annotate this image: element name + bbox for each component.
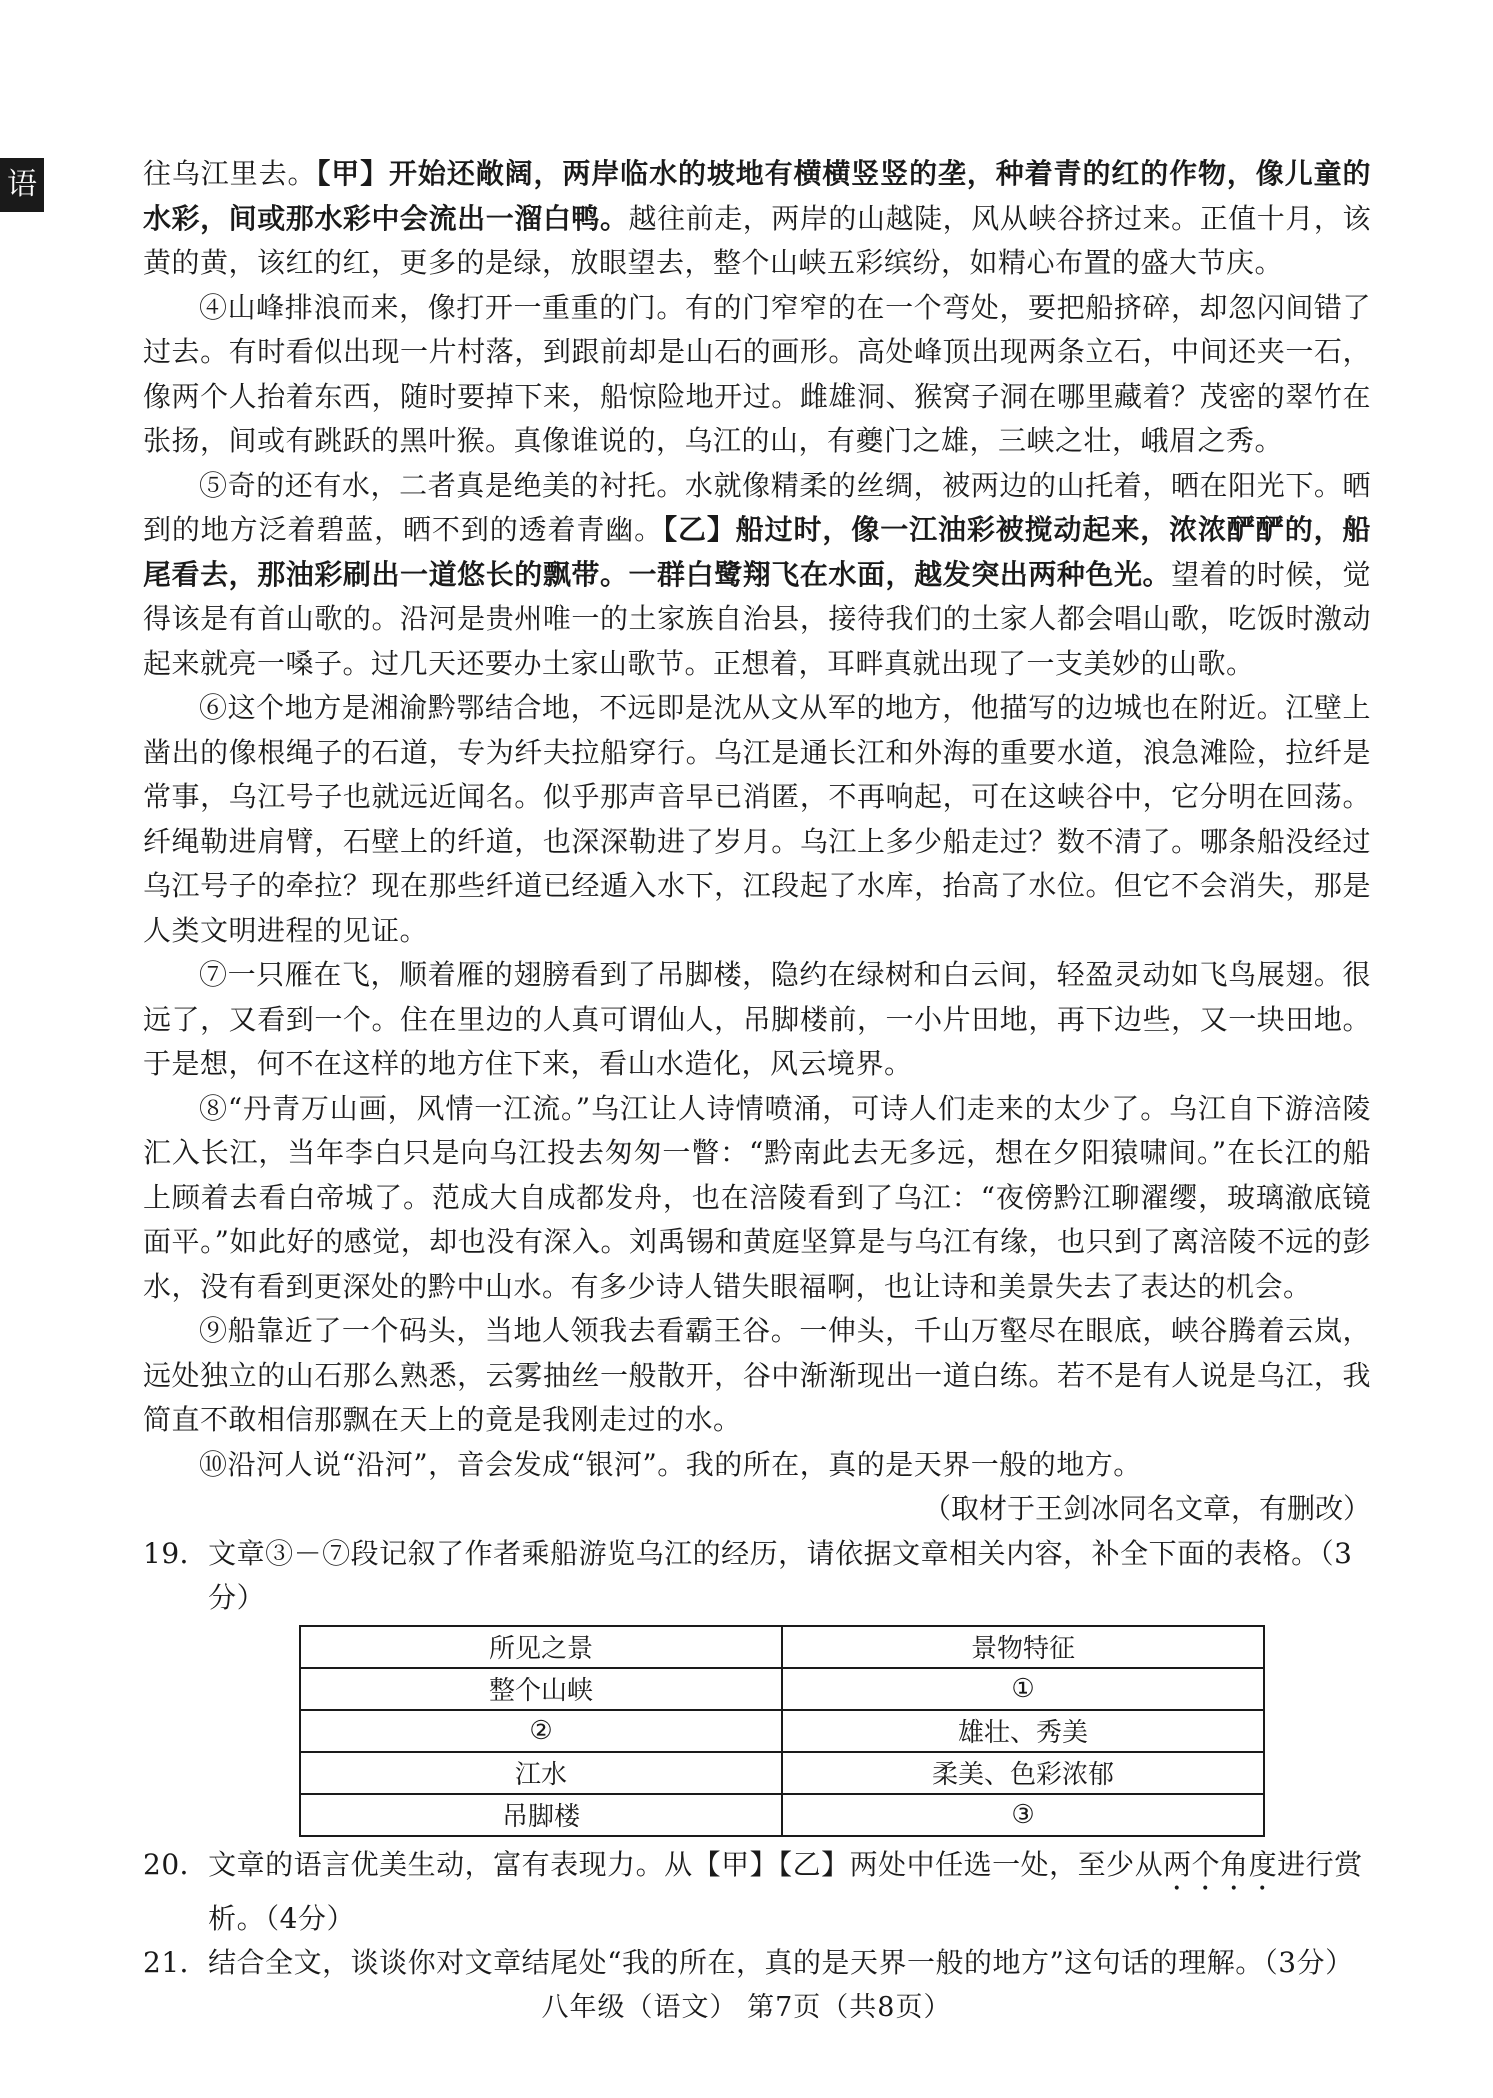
text-span: 文章的语言优美生动，富有表现力。从【甲】【乙】两处中任选一处，至少从 [208,1847,1164,1881]
text-span: 往乌江里去。 [143,157,317,190]
page-footer: 八年级（语文） 第7页（共8页） [541,1992,952,2023]
question-21 [143,1941,1371,1986]
question-text: 文章③－⑦段记叙了作者乘船游览乌江的经历，请依据文章相关内容，补全下面的表格。（3分） [208,1536,1353,1614]
text-span: 望着的时候，觉得该是有首山歌的。沿河是贵州唯一的土家族自治县，接待我们的土家人都会唱山歌，吃饭时激动起来就亮一嗓子。过几天还要办土家山歌节。正想着，耳畔真就出现了一支美妙的山歌。 [143,557,1371,680]
marked-passage-yi: 【乙】船过时，像一江油彩被搅动起来，浓浓酽酽的，船尾看去，那油彩刷出一道悠长的飘带。一群白鹭翔飞在水面，越发突出两种色光。 [143,513,1371,591]
page-content [143,152,1371,1986]
table-header-row [300,1626,1264,1668]
question-number: 19． [143,1536,209,1570]
table-header-cell: 所见之景 [300,1626,782,1668]
question-20 [143,1843,1371,1942]
table-cell: 雄壮、秀美 [782,1710,1264,1752]
table-cell: 吊脚楼 [300,1794,782,1836]
emphasis-text: 两个角度 [1163,1847,1278,1881]
subject-tab: 语 [0,158,44,212]
table-cell: 柔美、色彩浓郁 [782,1752,1264,1794]
question-text: 结合全文，谈谈你对文章结尾处“我的所在，真的是天界一般的地方”这句话的理解。（3分） [208,1946,1354,1979]
answer-table [299,1625,1265,1837]
question-number: 20． [143,1847,209,1881]
table-cell: ③ [782,1794,1264,1836]
text-span: 进行赏析。（4分） [208,1847,1363,1935]
text-span: 越往前走，两岸的山越陡，风从峡谷挤过来。正值十月，该黄的黄，该红的红，更多的是绿，放眼望去，整个山峡五彩缤纷，如精心布置的盛大节庆。 [143,201,1371,279]
text-span: ⑤奇的还有水，二者真是绝美的衬托。水就像精柔的丝绸，被两边的山托着，晒在阳光下。晒到的地方泛着碧蓝，晒不到的透着青幽。 [143,468,1371,546]
table-row [300,1794,1264,1836]
question-number: 21． [143,1946,209,1979]
table-cell: 整个山峡 [300,1668,782,1710]
table-cell: ② [300,1710,782,1752]
table-header-cell: 景物特征 [782,1626,1264,1668]
paragraph-8: ⑧“丹青万山画，风情一江流。”乌江让人诗情喷涌，可诗人们走来的太少了。乌江自下游涪陵汇入长江，当年李白只是向乌江投去匆匆一瞥：“黔南此去无多远，想在夕阳猿啸间。”在长江的船上顾着去看白帝城了。范成大自成都发舟，也在涪陵看到了乌江：“夜傍黔江聊濯缨，玻璃澈底镜面平。”如此好的感觉，却也没有深入。刘禹锡和黄庭坚算是与乌江有缘，也只到了离涪陵不远的彭水，没有看到更深处的黔中山水。有多少诗人错失眼福啊，也让诗和美景失去了表达的机会。 [143,1091,1371,1303]
source-note: （取材于王剑冰同名文章，有删改） [922,1492,1371,1525]
table-row [300,1752,1264,1794]
table-row [300,1668,1264,1710]
paragraph-4: ④山峰排浪而来，像打开一重重的门。有的门窄窄的在一个弯处，要把船挤碎，却忽闪间错了过去。有时看似出现一片村落，到跟前却是山石的画形。高处峰顶出现两条立石，中间还夹一石，像两个人抬着东西，随时要掉下来，船惊险地开过。雌雄洞、猴窝子洞在哪里藏着？茂密的翠竹在张扬，间或有跳跃的黑叶猴。真像谁说的，乌江的山，有夔门之雄，三峡之壮，峨眉之秀。 [143,290,1371,457]
paragraph-7: ⑦一只雁在飞，顺着雁的翅膀看到了吊脚楼，隐约在绿树和白云间，轻盈灵动如飞鸟展翅。很远了，又看到一个。住在里边的人真可谓仙人，吊脚楼前，一小片田地，再下边些，又一块田地。于是想，何不在这样的地方住下来，看山水造化，风云境界。 [143,958,1371,1080]
paragraph-9: ⑨船靠近了一个码头，当地人领我去看霸王谷。一伸头，千山万壑尽在眼底，峡谷腾着云岚，远处独立的山石那么熟悉，云雾抽丝一般散开，谷中渐渐现出一道白练。若不是有人说是乌江，我简直不敢相信那飘在天上的竟是我刚走过的水。 [143,1314,1371,1436]
paragraph-continuation [143,152,1371,286]
question-text [208,1843,1371,1942]
marked-passage-jia: 【甲】开始还敞阔，两岸临水的坡地有横横竖竖的垄，种着青的红的作物，像儿童的水彩，间或那水彩中会流出一溜白鸭。 [143,157,1371,235]
paragraph-6: ⑥这个地方是湘渝黔鄂结合地，不远即是沈从文从军的地方，他描写的边城也在附近。江壁上凿出的像根绳子的石道，专为纤夫拉船穿行。乌江是通长江和外海的重要水道，浪急滩险，拉纤是常事，乌江号子也就远近闻名。似乎那声音早已消匿，不再响起，可在这峡谷中，它分明在回荡。纤绳勒进肩臂，石壁上的纤道，也深深勒进了岁月。乌江上多少船走过？数不清了。哪条船没经过乌江号子的牵拉？现在那些纤道已经遁入水下，江段起了水库，抬高了水位。但它不会消失，那是人类文明进程的见证。 [143,691,1371,947]
table-row [300,1710,1264,1752]
table-cell: ① [782,1668,1264,1710]
question-19 [143,1532,1371,1621]
paragraph-10: ⑩沿河人说“沿河”，音会发成“银河”。我的所在，真的是天界一般的地方。 [199,1447,1142,1481]
paragraph-5 [143,464,1371,687]
table-cell: 江水 [300,1752,782,1794]
